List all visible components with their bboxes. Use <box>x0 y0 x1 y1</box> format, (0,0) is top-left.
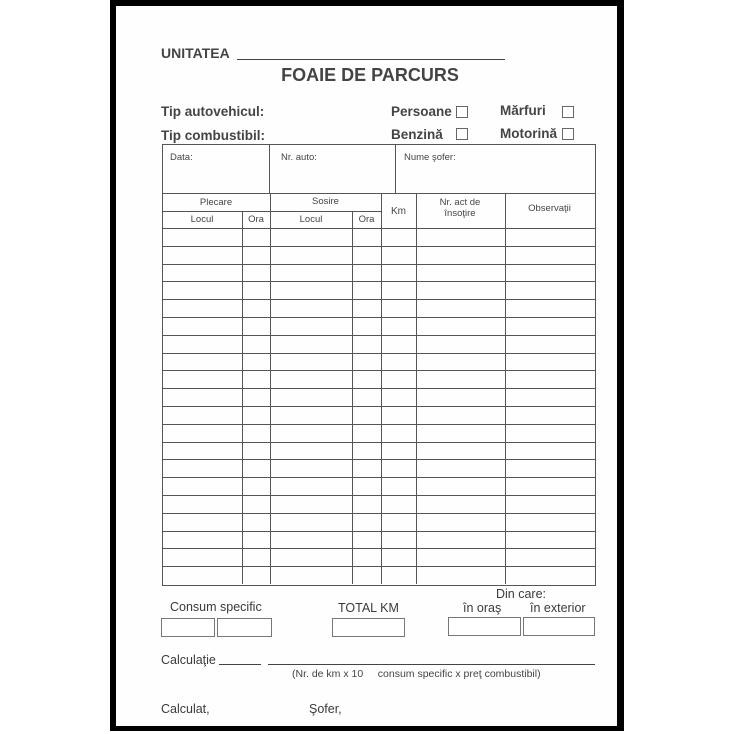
table-cell-dep-place[interactable] <box>162 425 242 442</box>
table-cell-dep-place[interactable] <box>162 389 242 406</box>
table-cell-dep-time[interactable] <box>242 460 270 477</box>
calculation-input-short[interactable] <box>219 664 261 665</box>
table-cell-dep-time[interactable] <box>242 407 270 424</box>
table-cell-notes[interactable] <box>505 549 595 566</box>
table-cell-arr-time[interactable] <box>352 336 381 353</box>
table-cell-doc[interactable] <box>416 389 505 406</box>
table-cell-arr-place[interactable] <box>270 532 352 549</box>
table-cell-km[interactable] <box>381 371 416 388</box>
table-row <box>162 264 595 282</box>
table-row <box>162 566 595 584</box>
table-cell-dep-time[interactable] <box>242 567 270 584</box>
table-cell-arr-place[interactable] <box>270 354 352 371</box>
in-city-input[interactable] <box>448 617 521 636</box>
table-cell-dep-time[interactable] <box>242 247 270 264</box>
table-row <box>162 459 595 477</box>
calculation-input-long[interactable] <box>268 664 595 665</box>
table-cell-arr-time[interactable] <box>352 478 381 495</box>
table-body <box>162 228 595 584</box>
unit-label: UNITATEA <box>161 45 230 61</box>
table-cell-doc[interactable] <box>416 354 505 371</box>
table-cell-arr-place[interactable] <box>270 318 352 335</box>
table-cell-dep-place[interactable] <box>162 478 242 495</box>
table-cell-arr-place[interactable] <box>270 567 352 584</box>
table-cell-arr-place[interactable] <box>270 443 352 460</box>
driver-name-field[interactable] <box>396 145 594 193</box>
table-cell-km[interactable] <box>381 265 416 282</box>
table-row <box>162 228 595 246</box>
table-row <box>162 370 595 388</box>
table-cell-dep-time[interactable] <box>242 282 270 299</box>
table-cell-dep-time[interactable] <box>242 514 270 531</box>
outside-label: în exterior <box>530 601 586 615</box>
table-cell-arr-time[interactable] <box>352 354 381 371</box>
table-cell-dep-time[interactable] <box>242 532 270 549</box>
table-cell-dep-place[interactable] <box>162 265 242 282</box>
table-cell-arr-place[interactable] <box>270 425 352 442</box>
table-cell-arr-time[interactable] <box>352 443 381 460</box>
table-cell-arr-time[interactable] <box>352 318 381 335</box>
table-row <box>162 406 595 424</box>
table-cell-km[interactable] <box>381 425 416 442</box>
table-cell-notes[interactable] <box>505 282 595 299</box>
table-cell-arr-place[interactable] <box>270 282 352 299</box>
table-cell-dep-place[interactable] <box>162 371 242 388</box>
fuel-type-label: Tip combustibil: <box>161 128 265 143</box>
driver-label: Nume şofer: <box>404 152 456 163</box>
table-cell-dep-place[interactable] <box>162 300 242 317</box>
table-row <box>162 281 595 299</box>
table-cell-dep-time[interactable] <box>242 354 270 371</box>
header-observatii: Observaţii <box>528 203 571 214</box>
unit-input-line[interactable] <box>237 59 505 60</box>
table-cell-arr-time[interactable] <box>352 532 381 549</box>
table-cell-arr-place[interactable] <box>270 247 352 264</box>
table-cell-km[interactable] <box>381 336 416 353</box>
table-cell-km[interactable] <box>381 354 416 371</box>
table-cell-arr-time[interactable] <box>352 282 381 299</box>
table-cell-km[interactable] <box>381 496 416 513</box>
table-cell-doc[interactable] <box>416 300 505 317</box>
header-plecare-locul: Locul <box>190 214 214 225</box>
table-cell-doc[interactable] <box>416 460 505 477</box>
table-cell-doc[interactable] <box>416 443 505 460</box>
checkbox-motorina[interactable] <box>562 128 574 140</box>
header-sosire: Sosire <box>312 196 339 207</box>
table-cell-dep-time[interactable] <box>242 478 270 495</box>
divider <box>162 211 381 212</box>
table-cell-arr-place[interactable] <box>270 478 352 495</box>
table-cell-km[interactable] <box>381 282 416 299</box>
table-cell-km[interactable] <box>381 460 416 477</box>
table-cell-km[interactable] <box>381 532 416 549</box>
table-cell-dep-place[interactable] <box>162 460 242 477</box>
plate-label: Nr. auto: <box>281 152 317 163</box>
option-marfuri-label: Mărfuri <box>500 103 546 118</box>
table-cell-dep-time[interactable] <box>242 336 270 353</box>
table-cell-doc[interactable] <box>416 514 505 531</box>
calculated-by-label: Calculat, <box>161 702 210 716</box>
header-doc: Nr. act de însoţire <box>439 197 481 219</box>
table-cell-dep-time[interactable] <box>242 425 270 442</box>
table-cell-notes[interactable] <box>505 318 595 335</box>
table-cell-dep-place[interactable] <box>162 229 242 246</box>
table-cell-doc[interactable] <box>416 478 505 495</box>
table-cell-notes[interactable] <box>505 496 595 513</box>
table-cell-arr-place[interactable] <box>270 460 352 477</box>
table-cell-arr-place[interactable] <box>270 389 352 406</box>
total-km-input[interactable] <box>332 618 405 637</box>
table-cell-notes[interactable] <box>505 460 595 477</box>
table-cell-dep-place[interactable] <box>162 443 242 460</box>
table-cell-dep-time[interactable] <box>242 496 270 513</box>
table-cell-doc[interactable] <box>416 407 505 424</box>
table-cell-arr-place[interactable] <box>270 407 352 424</box>
table-cell-notes[interactable] <box>505 425 595 442</box>
table-row <box>162 317 595 335</box>
header-km: Km <box>391 206 406 217</box>
divider <box>162 193 595 194</box>
table-cell-arr-time[interactable] <box>352 371 381 388</box>
table-cell-arr-time[interactable] <box>352 300 381 317</box>
table-cell-notes[interactable] <box>505 300 595 317</box>
option-persoane-label: Persoane <box>391 104 452 119</box>
table-cell-notes[interactable] <box>505 389 595 406</box>
table-cell-doc[interactable] <box>416 247 505 264</box>
table-row <box>162 353 595 371</box>
table-cell-notes[interactable] <box>505 478 595 495</box>
table-cell-arr-time[interactable] <box>352 496 381 513</box>
table-cell-arr-place[interactable] <box>270 265 352 282</box>
table-cell-km[interactable] <box>381 567 416 584</box>
table-cell-notes[interactable] <box>505 514 595 531</box>
table-cell-arr-time[interactable] <box>352 407 381 424</box>
table-cell-arr-time[interactable] <box>352 265 381 282</box>
table-cell-km[interactable] <box>381 300 416 317</box>
form-title: FOAIE DE PARCURS <box>281 65 459 85</box>
table-cell-arr-time[interactable] <box>352 247 381 264</box>
table-cell-km[interactable] <box>381 407 416 424</box>
table-cell-arr-time[interactable] <box>352 389 381 406</box>
table-row <box>162 531 595 549</box>
table-cell-arr-place[interactable] <box>270 229 352 246</box>
table-cell-dep-place[interactable] <box>162 336 242 353</box>
table-row <box>162 513 595 531</box>
table-cell-arr-place[interactable] <box>270 336 352 353</box>
table-cell-doc[interactable] <box>416 265 505 282</box>
total-km-label: TOTAL KM <box>338 601 399 615</box>
header-plecare: Plecare <box>199 197 233 208</box>
table-cell-dep-time[interactable] <box>242 443 270 460</box>
header-plecare-ora: Ora <box>248 214 264 225</box>
consumption-input-2[interactable] <box>217 618 272 637</box>
table-cell-doc[interactable] <box>416 318 505 335</box>
vehicle-type-label: Tip autovehicul: <box>161 104 265 119</box>
table-cell-doc[interactable] <box>416 282 505 299</box>
table-cell-notes[interactable] <box>505 407 595 424</box>
table-cell-notes[interactable] <box>505 371 595 388</box>
table-cell-dep-time[interactable] <box>242 318 270 335</box>
table-cell-km[interactable] <box>381 247 416 264</box>
driver-signature-label: Şofer, <box>309 702 342 716</box>
table-cell-arr-time[interactable] <box>352 425 381 442</box>
table-cell-arr-place[interactable] <box>270 300 352 317</box>
table-cell-doc[interactable] <box>416 425 505 442</box>
table-row <box>162 388 595 406</box>
table-cell-km[interactable] <box>381 549 416 566</box>
table-cell-notes[interactable] <box>505 247 595 264</box>
table-cell-notes[interactable] <box>505 354 595 371</box>
table-cell-arr-time[interactable] <box>352 567 381 584</box>
calculation-label: Calculaţie <box>161 653 216 667</box>
table-cell-doc[interactable] <box>416 567 505 584</box>
table-cell-doc[interactable] <box>416 336 505 353</box>
table-cell-notes[interactable] <box>505 265 595 282</box>
table-cell-arr-place[interactable] <box>270 496 352 513</box>
table-cell-km[interactable] <box>381 229 416 246</box>
table-cell-doc[interactable] <box>416 532 505 549</box>
table-cell-arr-time[interactable] <box>352 549 381 566</box>
table-row <box>162 246 595 264</box>
table-cell-dep-place[interactable] <box>162 354 242 371</box>
plate-field[interactable] <box>270 145 395 193</box>
table-cell-dep-time[interactable] <box>242 389 270 406</box>
table-cell-arr-time[interactable] <box>352 514 381 531</box>
table-cell-km[interactable] <box>381 318 416 335</box>
formula-hint: (Nr. de km x 10 consum specific x preţ combustibil) <box>292 668 541 680</box>
checkbox-benzina[interactable] <box>456 128 468 140</box>
table-row <box>162 548 595 566</box>
table-cell-km[interactable] <box>381 389 416 406</box>
table-cell-doc[interactable] <box>416 371 505 388</box>
table-cell-notes[interactable] <box>505 229 595 246</box>
table-cell-doc[interactable] <box>416 496 505 513</box>
table-cell-dep-time[interactable] <box>242 549 270 566</box>
header-sosire-locul: Locul <box>299 214 323 225</box>
table-row <box>162 495 595 513</box>
table-cell-dep-time[interactable] <box>242 229 270 246</box>
table-cell-dep-time[interactable] <box>242 371 270 388</box>
table-cell-arr-place[interactable] <box>270 514 352 531</box>
table-cell-dep-place[interactable] <box>162 532 242 549</box>
table-cell-notes[interactable] <box>505 443 595 460</box>
table-cell-notes[interactable] <box>505 336 595 353</box>
table-cell-km[interactable] <box>381 443 416 460</box>
table-cell-dep-place[interactable] <box>162 549 242 566</box>
outside-input[interactable] <box>523 617 595 636</box>
table-cell-arr-place[interactable] <box>270 371 352 388</box>
table-cell-dep-time[interactable] <box>242 265 270 282</box>
table-cell-notes[interactable] <box>505 567 595 584</box>
in-city-label: în oraş <box>463 601 502 615</box>
table-cell-arr-time[interactable] <box>352 460 381 477</box>
checkbox-marfuri[interactable] <box>562 106 574 118</box>
table-row <box>162 424 595 442</box>
table-cell-dep-place[interactable] <box>162 496 242 513</box>
date-field[interactable] <box>163 145 269 193</box>
date-label: Data: <box>170 152 193 163</box>
header-sosire-ora: Ora <box>358 214 375 225</box>
table-cell-dep-place[interactable] <box>162 282 242 299</box>
table-cell-dep-place[interactable] <box>162 407 242 424</box>
table-cell-dep-place[interactable] <box>162 247 242 264</box>
table-cell-dep-place[interactable] <box>162 514 242 531</box>
option-benzina-label: Benzină <box>391 127 443 142</box>
table-cell-doc[interactable] <box>416 229 505 246</box>
table-cell-dep-place[interactable] <box>162 567 242 584</box>
table-cell-notes[interactable] <box>505 532 595 549</box>
table-cell-km[interactable] <box>381 478 416 495</box>
table-row <box>162 299 595 317</box>
table-row <box>162 442 595 460</box>
table-cell-km[interactable] <box>381 514 416 531</box>
of-which-label: Din care: <box>496 587 547 601</box>
consumption-input-1[interactable] <box>161 618 215 637</box>
table-row <box>162 335 595 353</box>
table-cell-arr-time[interactable] <box>352 229 381 246</box>
option-motorina-label: Motorină <box>500 126 557 141</box>
consumption-label: Consum specific <box>170 600 262 614</box>
table-row <box>162 477 595 495</box>
table-cell-dep-place[interactable] <box>162 318 242 335</box>
table-cell-doc[interactable] <box>416 549 505 566</box>
table-cell-arr-place[interactable] <box>270 549 352 566</box>
table-cell-dep-time[interactable] <box>242 300 270 317</box>
checkbox-persoane[interactable] <box>456 106 468 118</box>
